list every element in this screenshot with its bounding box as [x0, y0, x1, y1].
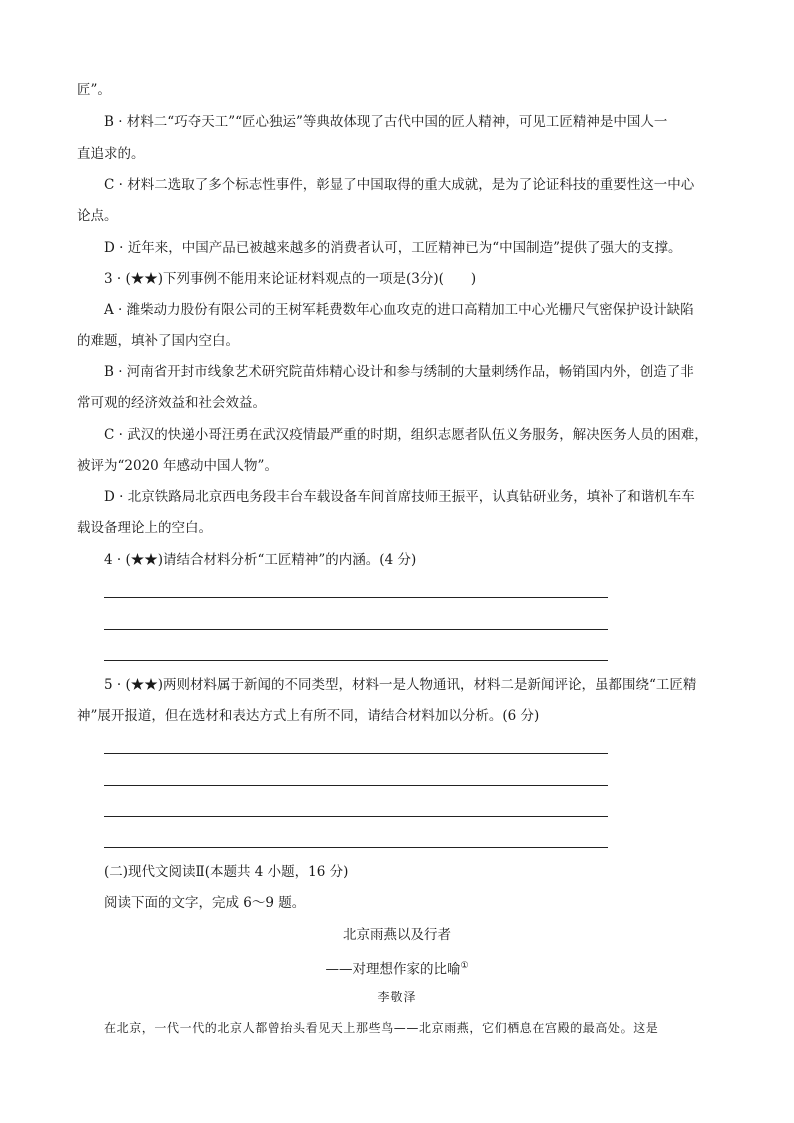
question-3: 3 · (★★)下列事例不能用来论证材料观点的一项是(3分)( ): [104, 271, 477, 287]
text-line: 直追求的。: [77, 146, 145, 162]
article-subtitle: [0, 957, 794, 979]
option-c: C · 武汉的快递小哥汪勇在武汉疫情最严重的时期，组织志愿者队伍义务服务，解决医务人员的困难，: [104, 427, 708, 443]
answer-line[interactable]: [104, 816, 608, 817]
article-body: 在北京，一代一代的北京人都曾抬头看见天上那些鸟——北京雨燕，它们栖息在宫殿的最高处。这是: [104, 1021, 659, 1035]
text-line: 常可观的经济效益和社会效益。: [77, 395, 266, 411]
subtitle-text: ——对理想作家的比喻: [325, 961, 461, 978]
text-line: 被评为“2020 年感动中国人物”。: [77, 458, 278, 474]
text-line: 载设备理论上的空白。: [77, 520, 212, 536]
answer-line[interactable]: [104, 847, 608, 848]
option-a: A · 潍柴动力股份有限公司的王树军耗费数年心血攻克的进口高精加工中心光栅尺气密保护设计缺陷: [104, 302, 694, 318]
instruction: 阅读下面的文字，完成 6～9 题。: [104, 895, 306, 911]
footnote-mark: ①: [460, 961, 469, 971]
answer-line[interactable]: [104, 785, 608, 786]
article-title: 北京雨燕以及行者: [343, 927, 451, 943]
option-b: B · 材料二“巧夺天工”“匠心独运”等典故体现了古代中国的匠人精神，可见工匠精神是中国人一: [104, 114, 668, 130]
answer-line[interactable]: [104, 629, 608, 630]
answer-line[interactable]: [104, 597, 608, 598]
answer-line[interactable]: [104, 660, 608, 661]
text-line: 匠”。: [77, 82, 111, 98]
article-author: 李敬泽: [377, 990, 417, 1004]
text-line: 神”展开报道，但在选材和表达方式上有所不同，请结合材料加以分析。(6 分): [77, 708, 540, 724]
option-c: C · 材料二选取了多个标志性事件，彰显了中国取得的重大成就，是为了论证科技的重要性这一中心: [104, 177, 695, 193]
option-b: B · 河南省开封市线象艺术研究院苗炜精心设计和参与绣制的大量刺绣作品，畅销国内外，创造了非: [104, 364, 694, 380]
option-d: D · 北京铁路局北京西电务段丰台车载设备车间首席技师王振平，认真钻研业务，填补了和谐机车车: [104, 489, 695, 505]
option-d: D · 近年来，中国产品已被越来越多的消费者认可，工匠精神已为“中国制造”提供了强大的支撑。: [104, 240, 682, 256]
text-line: 的难题，填补了国内空白。: [77, 333, 239, 349]
section-heading: (二)现代文阅读Ⅱ(本题共 4 小题，16 分): [104, 864, 349, 880]
answer-line[interactable]: [104, 753, 608, 754]
question-5: 5 · (★★)两则材料属于新闻的不同类型，材料一是人物通讯，材料二是新闻评论，虽都围绕“工匠精: [104, 677, 697, 693]
question-4: 4 · (★★)请结合材料分析“工匠精神”的内涵。(4 分): [104, 552, 417, 568]
text-line: 论点。: [77, 208, 118, 224]
